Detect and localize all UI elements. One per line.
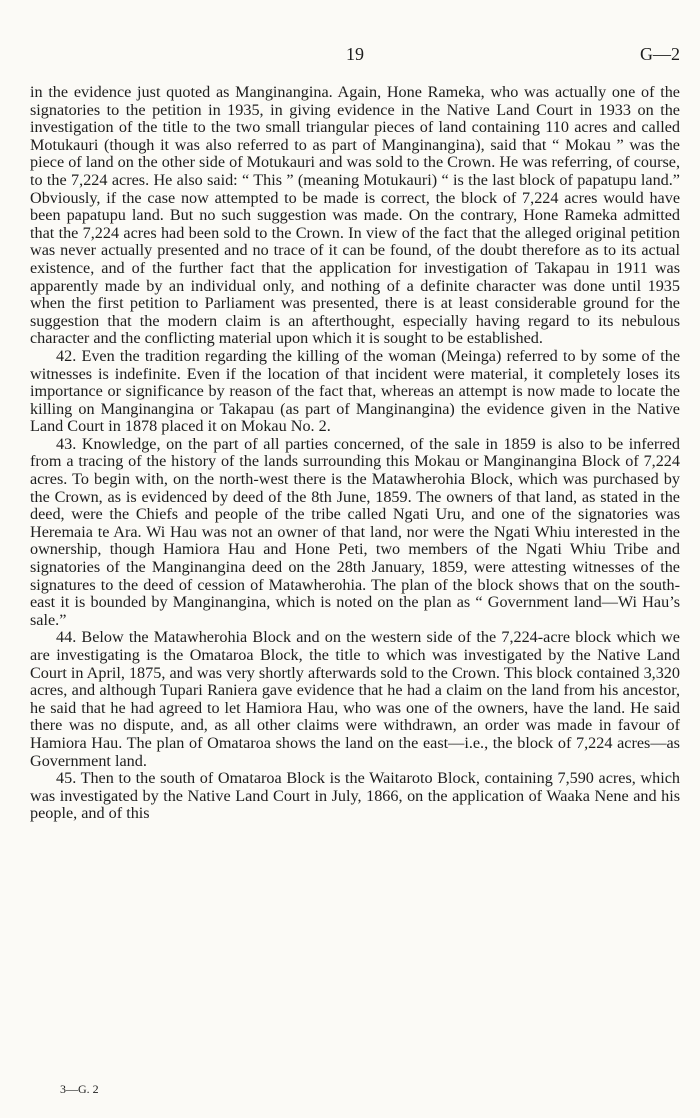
- paragraph-45: 45. Then to the south of Omataroa Block is the Waitaroto Block, containing 7,590 acres, which was investigated by the Native Land Court in July, 1866, on the application of Waaka Nene and his people, and of this: [30, 769, 680, 823]
- document-reference: G—2: [640, 44, 680, 64]
- signature-mark: 3—G. 2: [60, 1082, 99, 1096]
- paragraph-43: 43. Knowledge, on the part of all parties concerned, of the sale in 1859 is also to be inferred from a tracing of the history of the lands surrounding this Mokau or Manginangina Block of 7,224 acres. To begin with, on the north-west there is the Matawherohia Block, which was purchased by the Crown, as is evidenced by deed of the 8th June, 1859. The owners of that land, as stated in the deed, were the Chiefs and people of the tribe called Ngati Uru, and one of the signatories was Heremaia te Ara. Wi Hau was not an owner of that land, nor were the Ngati Whiu interested in the ownership, though Hamiora Hau and Hone Peti, two members of the Ngati Whiu Tribe and signatories of the Manginangina deed on the 28th January, 1859, were attesting witnesses of the signatures to the deed of cession of Matawherohia. The plan of the block shows that on the south-east it is bounded by Manginangina, which is noted on the plan as “ Government land—Wi Hau’s sale.”: [30, 434, 680, 629]
- paragraph-continued: in the evidence just quoted as Manginangina. Again, Hone Rameka, who was actually one of the signatories to the petition in 1935, in giving evidence in the Native Land Court in 1933 on the investigation of the title to the two small triangular pieces of land containing 110 acres and called Motukauri (though it was also referred to as part of Manginangina), said that “ Mokau ” was the piece of land on the other side of Motukauri and was sold to the Crown. He was referring, of course, to the 7,224 acres. He also said: “ This ” (meaning Motukauri) “ is the last block of papatupu land.” Obviously, if the case now attempted to be made is correct, the block of 7,224 acres would have been papatupu land. But no such suggestion was made. On the contrary, Hone Rameka admitted that the 7,224 acres had been sold to the Crown. In view of the fact that the alleged original petition was never actually presented and no trace of it can be found, of the doubt therefore as to its actual existence, and of the further fact that the application for investigation of Takapau in 1911 was apparently made by an individual only, and nothing of a definite character was done until 1935 when the first petition to Parliament was presented, there is at least considerable ground for the suggestion that the modern claim is an afterthought, especially having regard to its nebulous character and the conflicting material upon which it is sought to be established.: [30, 83, 681, 348]
- paragraph-44: 44. Below the Matawherohia Block and on the western side of the 7,224-acre block which we are investigating is the Omataroa Block, the title to which was investigated by the Native Land Court in April, 1875, and was very shortly afterwards sold to the Crown. This block contained 3,320 acres, and although Tupari Raniera gave evidence that he had a claim on the land from his ancestor, he said that he had agreed to let Hamiora Hau, who was one of the owners, have the land. He said there was no dispute, and, as all other claims were withdrawn, an order was made in favour of Hamiora Hau. The plan of Omataroa shows the land on the east—i.e., the block of 7,224 acres—as Government land.: [30, 628, 680, 770]
- paragraph-42: 42. Even the tradition regarding the killing of the woman (Meinga) referred to by some of the witnesses is indefinite. Even if the location of that incident were material, it completely loses its importance or significance by reason of the fact that, whereas an attempt is now made to locate the killing on Manginangina or Takapau (as part of Manginangina) the evidence given in the Native Land Court in 1878 placed it on Mokau No. 2.: [30, 346, 680, 436]
- page-header: [30, 44, 680, 68]
- body-text: [30, 84, 680, 823]
- page-number: 19: [346, 44, 364, 64]
